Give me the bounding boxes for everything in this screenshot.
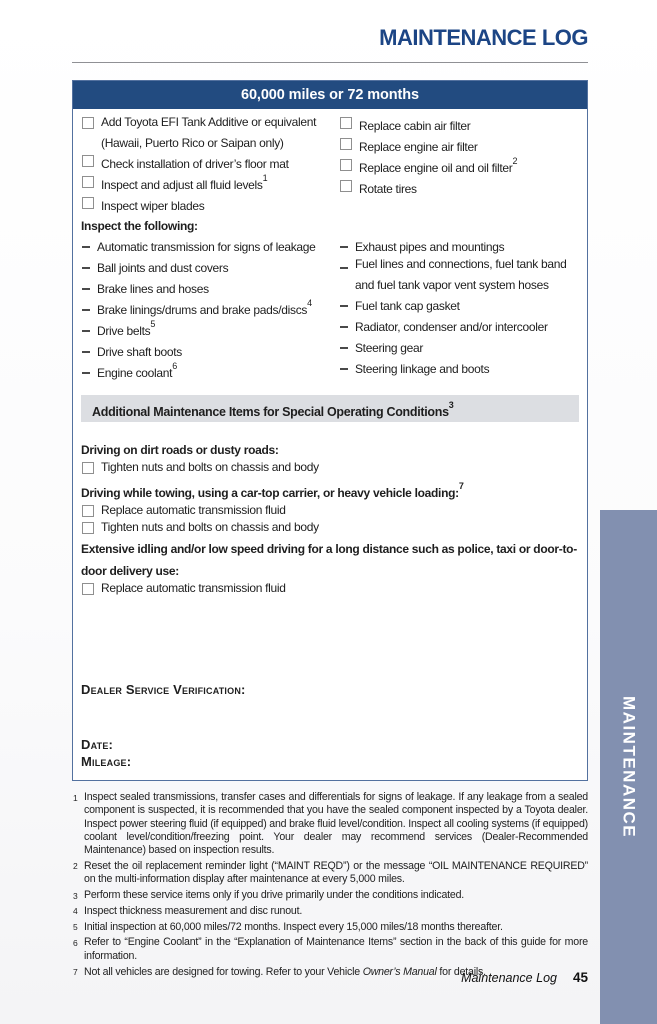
checkbox-item: [81, 580, 579, 597]
item-label: Replace engine oil and oil filter: [358, 161, 513, 175]
item-label: Replace automatic transmission fluid: [101, 581, 286, 595]
footnote-text: Reset the oil replacement reminder light (“MAINT REQD”) or the message “OIL MAINTENANCE REQUIRED” on the multi-information display after maintenance at every 5,000 miles.: [84, 859, 588, 886]
footnote-number: 7: [73, 967, 78, 978]
maintenance-side-tab: [600, 510, 657, 1024]
dash-item: [339, 256, 583, 294]
item-label: Steering gear: [354, 341, 424, 355]
dash-icon: [82, 330, 90, 332]
dash-icon: [340, 368, 348, 370]
item-label: Automatic transmission for signs of leakage: [97, 240, 316, 254]
footnote-text: Initial inspection at 60,000 miles/72 months. Inspect every 15,000 miles/18 months thereafter.: [84, 920, 503, 933]
item-label: Inspect and adjust all fluid levels: [101, 178, 263, 192]
checkbox-icon: [82, 197, 94, 209]
checkbox-item: [81, 173, 335, 194]
dash-icon: [82, 288, 90, 290]
footnote-ref: 5: [150, 319, 156, 329]
dash-icon: [340, 326, 348, 328]
item-label: Check installation of driver’s floor mat: [101, 157, 289, 171]
condition-heading-label: Driving on dirt roads or dusty roads:: [81, 443, 279, 457]
dash-item: [81, 298, 335, 319]
footnote-text: Refer to “Engine Coolant” in the “Explanation of Maintenance Items” section in the back of this guide for more information.: [84, 936, 588, 962]
dash-item: [81, 361, 335, 382]
dash-item: [339, 315, 583, 336]
condition-heading: [81, 540, 579, 580]
footnote: [73, 791, 588, 857]
footnote-ref: 4: [307, 298, 313, 308]
checkbox-icon: [340, 117, 352, 129]
footnote: [73, 860, 588, 887]
footnote-text-part: for details.: [436, 965, 486, 978]
item-label: Replace automatic transmission fluid: [101, 503, 286, 517]
footnote: [73, 889, 588, 902]
dash-icon: [82, 246, 90, 248]
footnote-number: 2: [73, 861, 78, 872]
checkbox-item: [81, 152, 335, 173]
footnote-number: 5: [73, 922, 78, 933]
dash-item: [81, 235, 335, 256]
footnote: [73, 921, 588, 934]
item-label: Fuel tank cap gasket: [354, 299, 460, 313]
condition-heading-label: Driving while towing, using a car-top carrier, or heavy vehicle loading:: [81, 486, 459, 500]
item-label: Inspect wiper blades: [101, 199, 205, 213]
top-checklist-right: [339, 114, 583, 198]
footnote-number: 4: [73, 906, 78, 917]
checkbox-icon: [82, 176, 94, 188]
checkbox-icon: [82, 583, 94, 595]
checkbox-item: [81, 194, 335, 215]
dash-item: [81, 256, 335, 277]
top-checklist-left: [81, 114, 335, 215]
condition-heading-label: Extensive idling and/or low speed driving for a long distance such as police, taxi or door-to-door delivery use:: [81, 542, 577, 578]
footnote-number: 3: [73, 890, 78, 901]
checkbox-icon: [82, 462, 94, 474]
dash-icon: [82, 351, 90, 353]
special-conditions-bar: [81, 395, 579, 422]
inspect-list: [81, 235, 579, 382]
dash-icon: [82, 372, 90, 374]
condition-section: [81, 433, 579, 476]
item-label: Ball joints and dust covers: [97, 261, 229, 275]
footnote-text: Inspect sealed transmissions, transfer cases and differentials for signs of leakage. If any leakage from a sealed component is suspected, it is recommended that you have the sealed component inspected by a Toyota dealer. Inspect power steering fluid (if equipped) and brake fluid level/condition. Inspect all cooling systems (if equipped) coolant level/condition/freezing point. Your dealer may recommend services (Dealer-Recommended Maintenance) based on inspection results.: [84, 791, 588, 857]
item-label: Engine coolant: [97, 366, 173, 380]
footnote-text: Inspect thickness measurement and disc runout.: [84, 904, 303, 917]
footer-section-title: Maintenance Log: [461, 971, 557, 985]
condition-section: [81, 476, 579, 536]
dash-icon: [82, 267, 90, 269]
footnote-text-part: Not all vehicles are designed for towing. Refer to your Vehicle: [84, 965, 363, 978]
checkbox-item: [339, 114, 583, 135]
side-tab-label: MAINTENANCE: [619, 695, 639, 839]
dash-item: [81, 277, 335, 298]
dash-icon: [340, 267, 348, 269]
item-label: Radiator, condenser and/or intercooler: [354, 320, 548, 334]
page-title: MAINTENANCE LOG: [379, 25, 588, 50]
item-label: Rotate tires: [358, 182, 417, 196]
dash-item: [81, 319, 335, 340]
footnote-ref: 3: [448, 400, 454, 410]
item-label: Replace cabin air filter: [358, 119, 471, 133]
checkbox-item: [339, 135, 583, 156]
checkbox-icon: [340, 159, 352, 171]
dash-icon: [340, 305, 348, 307]
item-label: Brake linings/drums and brake pads/discs: [97, 303, 308, 317]
item-label: Tighten nuts and bolts on chassis and body: [101, 520, 319, 534]
checkbox-icon: [82, 505, 94, 517]
footnote-number: 6: [73, 937, 78, 948]
dash-item: [339, 357, 583, 378]
maintenance-log-box: [72, 80, 588, 781]
dash-icon: [340, 246, 348, 248]
date-label: Date:: [81, 737, 114, 752]
footnote-ref: 6: [172, 361, 178, 371]
checkbox-icon: [82, 155, 94, 167]
top-checklist: [81, 114, 579, 215]
checkbox-icon: [340, 138, 352, 150]
item-label: Replace engine air filter: [358, 140, 478, 154]
item-label: Drive belts: [97, 324, 151, 338]
checkbox-icon: [340, 180, 352, 192]
footnote-number: 1: [73, 792, 78, 803]
item-label: Tighten nuts and bolts on chassis and body: [101, 460, 319, 474]
special-conditions-label: Additional Maintenance Items for Special Operating Conditions: [92, 405, 449, 420]
mileage-label: Mileage:: [81, 754, 132, 769]
dash-item: [339, 294, 583, 315]
checkbox-item: [339, 177, 583, 198]
condition-section: [81, 536, 579, 597]
item-label: Steering linkage and boots: [354, 362, 490, 376]
checkbox-item: [81, 459, 579, 476]
interval-header: 60,000 miles or 72 months: [73, 81, 587, 109]
item-label: Exhaust pipes and mountings: [354, 240, 505, 254]
footnote: [73, 905, 588, 918]
checkbox-item: [81, 519, 579, 536]
condition-heading: [81, 480, 579, 502]
page-footer: [0, 970, 588, 985]
inspect-list-right: [339, 235, 583, 378]
dash-icon: [82, 309, 90, 311]
footnote-ref: 7: [458, 481, 464, 491]
page-number: 45: [572, 970, 588, 985]
footnote-text: Perform these service items only if you drive primarily under the conditions indicated.: [84, 889, 465, 902]
item-label: Fuel lines and connections, fuel tank band and fuel tank vapor vent system hoses: [354, 257, 567, 292]
footnote: [73, 936, 588, 963]
dash-item: [339, 235, 583, 256]
condition-heading: [81, 437, 579, 459]
inspect-heading: Inspect the following:: [81, 219, 198, 233]
item-label: Add Toyota EFI Tank Additive or equivalent (Hawaii, Puerto Rico or Saipan only): [101, 115, 317, 150]
footnote-ref: 1: [262, 173, 268, 183]
footnote-ref: 2: [512, 156, 518, 166]
footnotes: [73, 791, 588, 981]
item-label: Brake lines and hoses: [97, 282, 209, 296]
footnote-italic-part: Owner’s Manual: [362, 965, 437, 978]
checkbox-item: [81, 502, 579, 519]
dealer-verification-label: Dealer Service Verification:: [81, 682, 246, 697]
log-box-body: [73, 109, 587, 780]
checkbox-icon: [82, 117, 94, 129]
dash-item: [339, 336, 583, 357]
checkbox-icon: [82, 522, 94, 534]
dash-icon: [340, 347, 348, 349]
item-label: Drive shaft boots: [97, 345, 182, 359]
checkbox-item: [81, 114, 335, 152]
dealer-service-block: [81, 681, 579, 770]
inspect-list-left: [81, 235, 335, 382]
checkbox-item: [339, 156, 583, 177]
title-rule: [72, 62, 588, 63]
dash-item: [81, 340, 335, 361]
